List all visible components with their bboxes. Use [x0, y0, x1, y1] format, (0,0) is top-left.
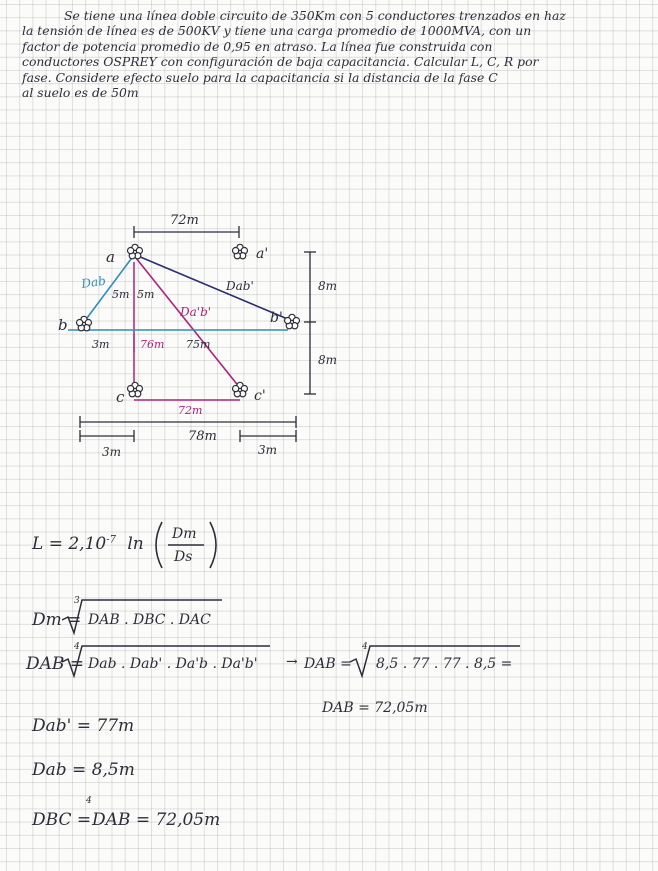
problem-line: la tensión de línea es de 500KV y tiene una carga promedio de 1000MVA, con un	[22, 23, 532, 39]
problem-line: factor de potencia promedio de 0,95 en atraso. La línea fue construida con	[22, 38, 493, 54]
eq-DAB-num-tail: =	[500, 656, 513, 672]
label-3m-right: 3m	[258, 443, 278, 457]
subconductor	[285, 317, 291, 323]
eq-Dm-radicand: DAB . DBC . DAC	[88, 612, 211, 628]
subconductor	[77, 319, 83, 325]
label-right-5m: 5m	[137, 288, 155, 301]
dim-78	[80, 416, 296, 428]
bundle-c	[128, 382, 143, 397]
label-dab-prime: Dab'	[226, 279, 254, 293]
subconductor	[233, 247, 239, 253]
label-dab-diag: Da'b'	[180, 305, 212, 319]
bundle-c-prime	[233, 382, 248, 397]
eq-DAB-lhs: DAB =	[26, 654, 85, 674]
eq-L-symbol: L	[32, 534, 44, 554]
dim-3-left	[80, 430, 134, 442]
label-a-prime: a'	[256, 246, 269, 262]
label-3m-left: 3m	[102, 445, 122, 459]
problem-line: conductores OSPREY con configuración de baja capacitancia. Calcular L, C, R por	[22, 54, 539, 70]
problem-line: al suelo es de 50m	[22, 85, 139, 101]
eq-DAB-num-values: 8,5 . 77 . 77 . 8,5	[376, 656, 497, 672]
bundle-b-prime	[285, 314, 300, 329]
dim-right	[304, 252, 316, 394]
eq-DBC-index: 4	[86, 796, 92, 806]
eq-Dab: Dab = 8,5m	[32, 760, 135, 780]
label-b: b	[58, 316, 68, 334]
label-3m-mid: 3m	[92, 338, 110, 351]
eq-L-num: Dm	[172, 526, 197, 542]
dim-right-upper-label: 8m	[318, 279, 338, 293]
eq-DBC-rhs-symbol: DAB	[92, 810, 131, 830]
eq-DAB-result: DAB = 72,05m	[322, 700, 428, 716]
eq-Dm-index: 3	[74, 596, 80, 606]
eq-DBC-symbol: DBC	[32, 810, 72, 830]
eq-DAB-symbol: DAB	[26, 654, 65, 674]
eq-Dm-lhs: Dm =	[32, 610, 82, 630]
label-c: c	[116, 388, 125, 406]
label-78m: 78m	[188, 429, 217, 444]
eq-L-coef: 2,10	[68, 534, 107, 554]
eq-L-fn: ln	[127, 534, 144, 554]
bundle-b	[77, 316, 92, 331]
label-75m: 75m	[186, 338, 211, 351]
eq-L-lhs: $L = 2,10^{-7}$ ln	[32, 534, 144, 554]
eq-DAB-num-radicand	[376, 656, 512, 672]
label-a: a	[106, 248, 115, 266]
subconductor	[233, 385, 239, 391]
eq-Dm-symbol: Dm	[32, 610, 62, 630]
dim-right-lower-label: 8m	[318, 353, 338, 367]
eq-DBC-value: = 72,05m	[135, 810, 221, 830]
label-left-5m: 5m	[112, 288, 130, 301]
eq-DAB-index: 4	[74, 642, 80, 652]
problem-line: Se tiene una línea doble circuito de 350Km con 5 conductores trenzados en haz	[64, 8, 566, 23]
eq-DBC-lhs: DBC =	[32, 810, 92, 830]
eq-L-den: Ds	[174, 549, 193, 565]
arrow: →	[286, 654, 298, 670]
eq-DAB-radicand: Dab . Dab' . Da'b . Da'b'	[88, 656, 258, 672]
bundle-a	[128, 244, 143, 259]
problem-line: fase. Considere efecto suelo para la capacitancia si la distancia de la fase C	[22, 69, 498, 85]
dim-3-right	[240, 430, 296, 442]
eq-L-exp: -7	[106, 534, 116, 546]
eq-DAB-num-index: 4	[362, 642, 368, 652]
label-72m-bottom: 72m	[178, 404, 203, 417]
subconductor	[128, 247, 134, 253]
label-b-prime: b'	[270, 310, 283, 326]
label-c-prime: c'	[254, 388, 266, 404]
paren-right	[210, 522, 216, 568]
eq-DAB-num-symbol: DAB	[304, 656, 336, 672]
label-dab: Dab	[80, 273, 107, 291]
eq-DAB-num-lhs: DAB =	[304, 656, 352, 672]
dim-top-label: 72m	[170, 213, 199, 228]
subconductor	[128, 385, 134, 391]
eq-DBC-rhs	[92, 810, 220, 830]
paren-left	[156, 522, 162, 568]
eq-Dab-prime: Dab' = 77m	[32, 716, 135, 736]
bundle-a-prime	[233, 244, 248, 259]
label-76m: 76m	[140, 338, 165, 351]
